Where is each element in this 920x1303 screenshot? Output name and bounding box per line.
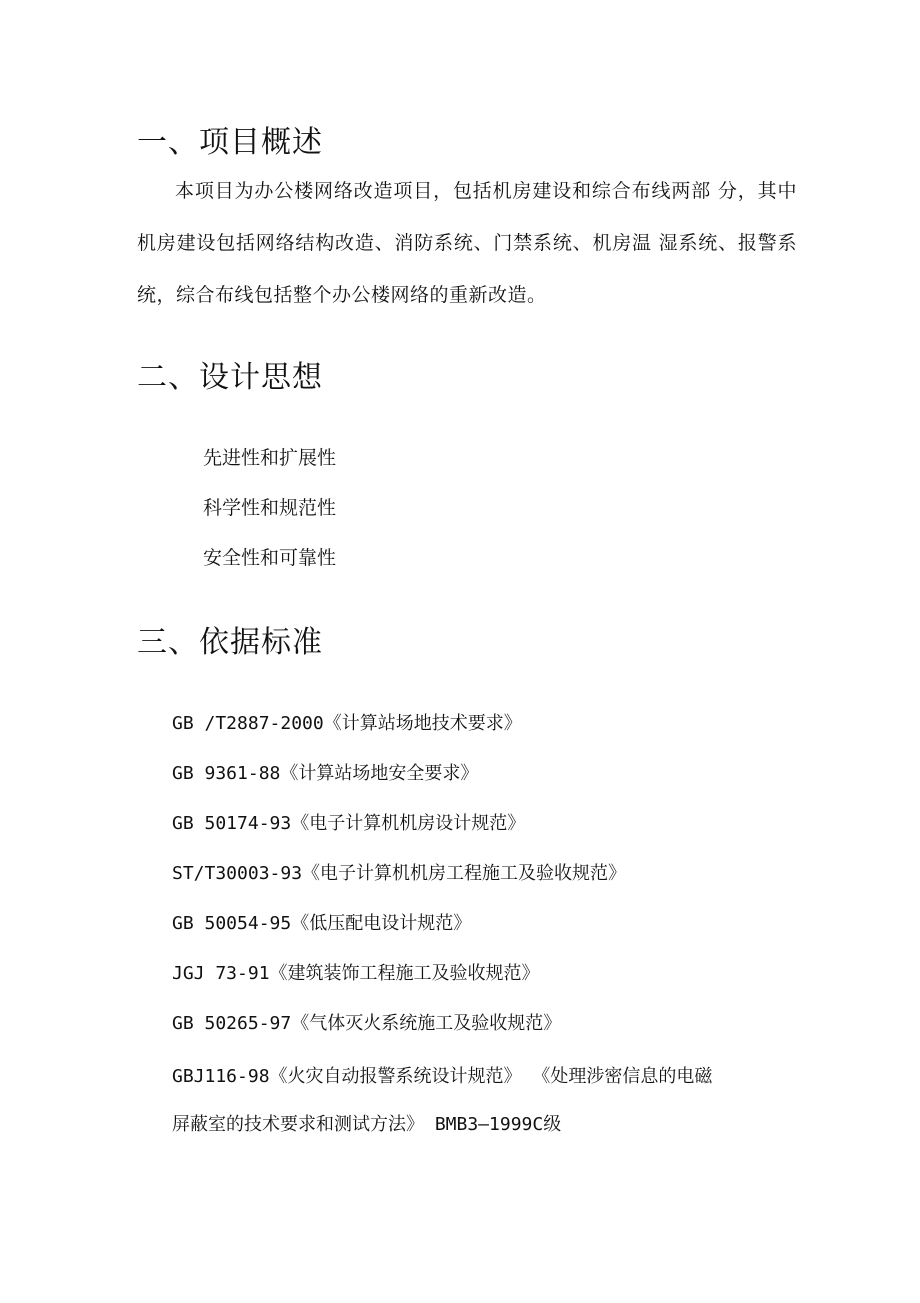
standard-item: ST/T30003-93《电子计算机机房工程施工及验收规范》	[172, 863, 627, 884]
standard-item: GB 50265-97《气体灭火系统施工及验收规范》	[172, 1013, 562, 1034]
heading-standards: 三、依据标准	[137, 625, 323, 660]
standard-item: GB 50054-95《低压配电设计规范》	[172, 913, 472, 934]
standard-item: GB /T2887-2000《计算站场地技术要求》	[172, 713, 522, 734]
heading-design: 二、设计思想	[137, 360, 323, 395]
standard-item: 屏蔽室的技术要求和测试方法》 BMB3—1999C级	[172, 1114, 562, 1135]
design-point: 科学性和规范性	[203, 497, 337, 519]
standard-item: JGJ 73-91《建筑装饰工程施工及验收规范》	[172, 963, 540, 984]
heading-overview: 一、项目概述	[137, 125, 323, 160]
standard-item: GBJ116-98《火灾自动报警系统设计规范》 《处理涉密信息的电磁	[172, 1066, 713, 1087]
design-point: 先进性和扩展性	[203, 447, 337, 469]
standard-item: GB 50174-93《电子计算机机房设计规范》	[172, 813, 526, 834]
standard-item: GB 9361-88《计算站场地安全要求》	[172, 763, 479, 784]
overview-paragraph: 本项目为办公楼网络改造项目，包括机房建设和综合布线两部 分，其中机房建设包括网络结构改造、消防系统、门禁系统、机房温 湿系统、报警系统，综合布线包括整个办公楼网络的重新改造。	[137, 180, 797, 306]
design-point: 安全性和可靠性	[203, 547, 337, 569]
